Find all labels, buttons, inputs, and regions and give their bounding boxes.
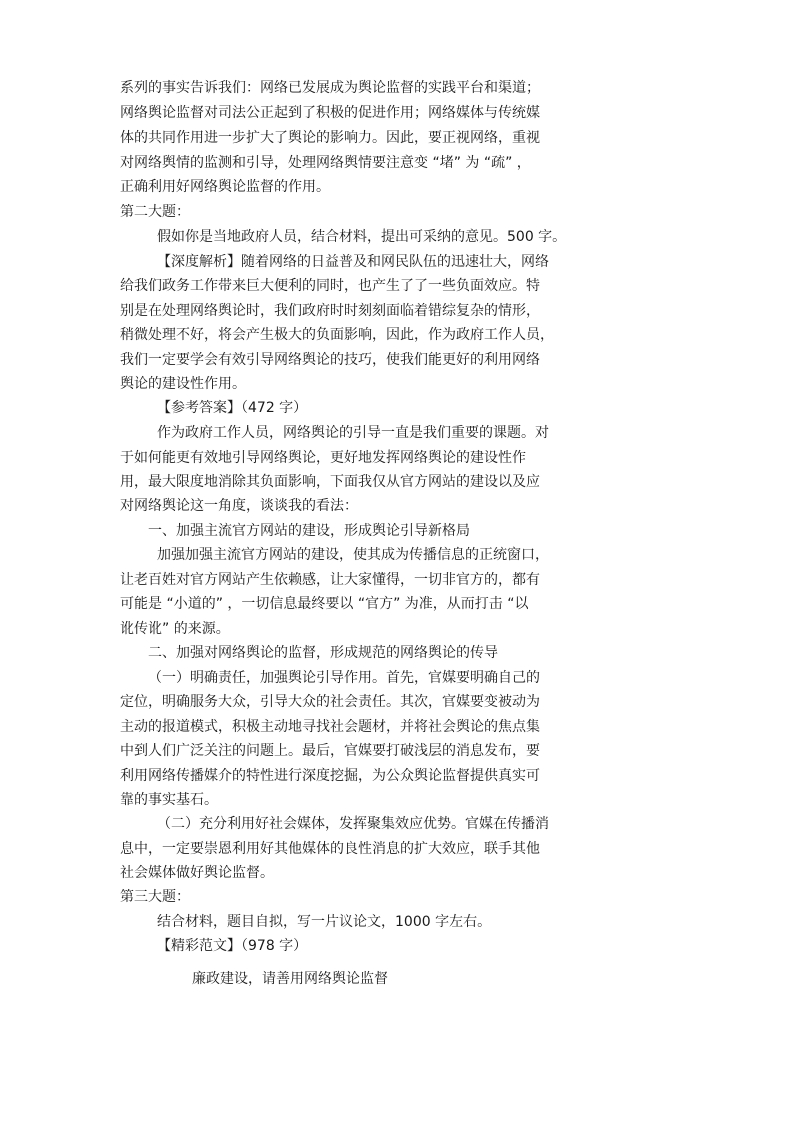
point2-sub1-line-3: 主动的报道模式，积极主动地寻找社会题材，并将社会舆论的焦点集 [120,719,540,735]
point2-sub1-line-6: 靠的事实基石。 [120,792,218,808]
point2-sub2-line-1: （二）充分利用好社会媒体，发挥聚集效应优势。官媒在传播消 [157,816,549,832]
q2-answer-line-3: 用，最大限度地消除其负面影响，下面我仅从官方网站的建设以及应 [120,474,540,490]
q3-essay-label: 【精彩范文】（978 字） [157,938,308,954]
q2-answer-label: 【参考答案】（472 字） [157,400,308,416]
q2-prompt: 假如你是当地政府人员，结合材料，提出可采纳的意见。500 字。 [157,229,567,245]
q3-essay-title: 廉政建设，请善用网络舆论监督 [192,971,388,987]
point2-sub1-line-1: （一）明确责任，加强舆论引导作用。首先，官媒要明确自己的 [148,670,540,686]
point1-line-2: 让老百姓对官方网站产生依赖感，让大家懂得，一切非官方的，都有 [120,572,540,588]
point1-title: 一、加强主流官方网站的建设，形成舆论引导新格局 [148,523,470,539]
point2-title: 二、加强对网络舆论的监督，形成规范的网络舆论的传导 [148,645,498,661]
point1-line-3: 可能是 “小道的” ，一切信息最终要以 “官方” 为准，从而打击 “以 [120,596,529,612]
q3-heading: 第三大题： [120,889,190,905]
point2-sub2-line-3: 社会媒体做好舆论监督。 [120,865,274,881]
q2-answer-line-1: 作为政府工作人员，网络舆论的引导一直是我们重要的课题。对 [157,425,549,441]
q2-analysis-line-4: 稍微处理不好，将会产生极大的负面影响，因此，作为政府工作人员， [120,327,554,343]
q2-analysis-line-6: 舆论的建设性作用。 [120,376,246,392]
point2-sub2-line-2: 息中，一定要崇恩利用好其他媒体的良性消息的扩大效应，联手其他 [120,841,540,857]
point1-line-4: 讹传讹” 的来源。 [120,621,230,637]
intro-line-5: 正确利用好网络舆论监督的作用。 [120,179,330,195]
intro-line-2: 网络舆论监督对司法公正起到了积极的促进作用；网络媒体与传统媒 [120,105,540,121]
q2-analysis-line-5: 我们一定要学会有效引导网络舆论的技巧，使我们能更好的利用网络 [120,352,540,368]
intro-line-4: 对网络舆情的监测和引导，处理网络舆情要注意变 “堵” 为 “疏” ， [120,155,531,171]
intro-line-3: 体的共同作用进一步扩大了舆论的影响力。因此，要正视网络，重视 [120,130,540,146]
point2-sub1-line-2: 定位，明确服务大众，引导大众的社会责任。其次，官媒要变被动为 [120,694,540,710]
q2-answer-line-2: 于如何能更有效地引导网络舆论，更好地发挥网络舆论的建设性作 [120,450,526,466]
q2-analysis-line-1: 【深度解析】随着网络的日益普及和网民队伍的迅速壮大，网络 [157,254,549,270]
point2-sub1-line-4: 中到人们广泛关注的问题上。最后，官媒要打破浅层的消息发布，要 [120,743,540,759]
q2-answer-line-4: 对网络舆论这一角度，谈谈我的看法： [120,498,358,514]
q3-prompt: 结合材料，题目自拟，写一片议论文，1000 字左右。 [157,914,492,930]
point1-line-1: 加强加强主流官方网站的建设，使其成为传播信息的正统窗口， [157,547,549,563]
intro-line-1: 系列的事实告诉我们：网络已发展成为舆论监督的实践平台和渠道； [120,80,540,96]
q2-analysis-line-3: 别是在处理网络舆论时，我们政府时时刻刻面临着错综复杂的情形， [120,303,540,319]
q2-heading: 第二大题： [120,204,190,220]
q2-analysis-line-2: 给我们政务工作带来巨大便利的同时，也产生了了一些负面效应。特 [120,278,540,294]
point2-sub1-line-5: 利用网络传播媒介的特性进行深度挖掘，为公众舆论监督提供真实可 [120,768,540,784]
